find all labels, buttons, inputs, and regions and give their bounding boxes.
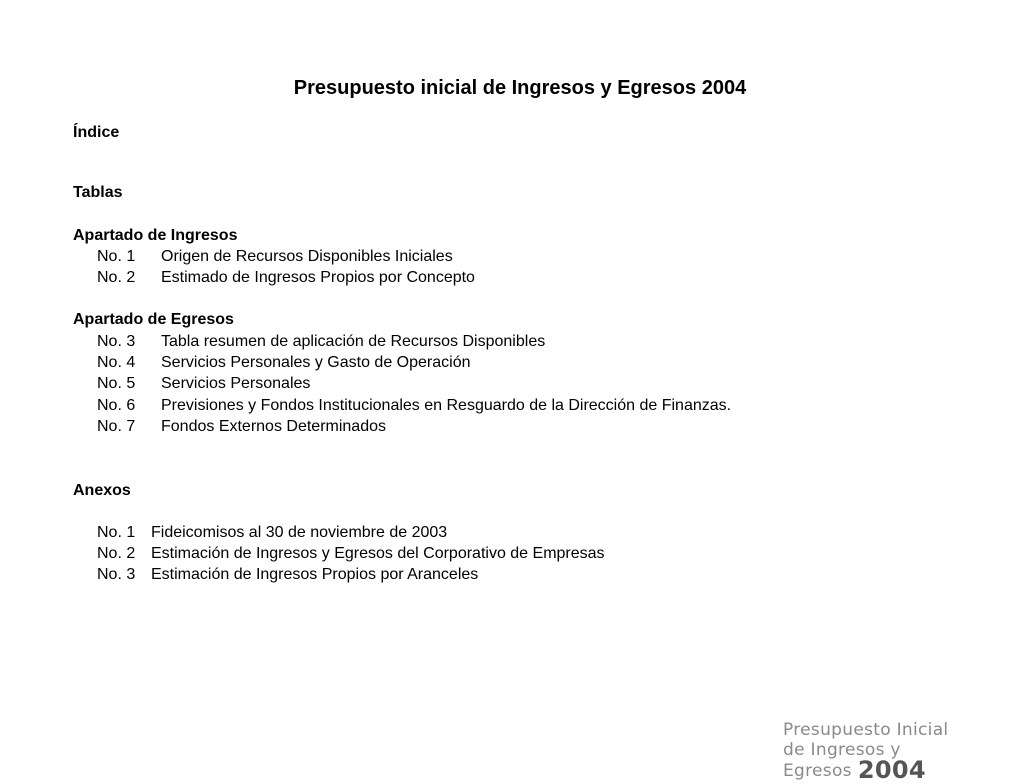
page-title: Presupuesto inicial de Ingresos y Egresos 2004 <box>293 77 747 99</box>
income-section-heading: Apartado de Ingresos <box>73 227 238 244</box>
footer-line-2-text: de Ingresos y Egresos <box>783 740 901 781</box>
tables-heading: Tablas <box>73 184 123 201</box>
footer-logo <box>783 720 1024 784</box>
item-number: No. 6 <box>97 397 136 414</box>
item-text: Origen de Recursos Disponibles Iniciales <box>161 248 453 265</box>
list-item <box>97 331 545 353</box>
item-text: Servicios Personales y Gasto de Operación <box>161 354 471 371</box>
item-number: No. 7 <box>97 418 136 435</box>
list-item <box>97 416 386 438</box>
list-item <box>97 373 310 395</box>
list-item <box>97 522 447 544</box>
expense-section-heading: Apartado de Egresos <box>73 311 234 328</box>
item-text: Fideicomisos al 30 de noviembre de 2003 <box>151 524 448 541</box>
item-number: No. 2 <box>97 269 136 286</box>
item-number: No. 2 <box>97 545 136 562</box>
item-number: No. 5 <box>97 375 136 392</box>
list-item <box>97 564 478 586</box>
footer-line-2 <box>783 740 1024 784</box>
item-text: Estimado de Ingresos Propios por Concepto <box>161 269 475 286</box>
list-item <box>97 352 470 374</box>
list-item <box>97 246 453 268</box>
item-number: No. 3 <box>97 566 136 583</box>
footer-year: 2004 <box>857 756 926 784</box>
item-number: No. 4 <box>97 354 136 371</box>
item-text: Estimación de Ingresos y Egresos del Corporativo de Empresas <box>151 545 605 562</box>
footer-line-1: Presupuesto Inicial <box>783 720 949 740</box>
item-number: No. 1 <box>97 524 136 541</box>
list-item <box>97 395 731 417</box>
item-text: Fondos Externos Determinados <box>161 418 386 435</box>
item-text: Estimación de Ingresos Propios por Aranceles <box>151 566 479 583</box>
list-item <box>97 267 475 289</box>
item-number: No. 3 <box>97 333 136 350</box>
item-number: No. 1 <box>97 248 136 265</box>
item-text: Servicios Personales <box>161 375 311 392</box>
annex-section-heading: Anexos <box>73 482 131 499</box>
item-text: Tabla resumen de aplicación de Recursos Disponibles <box>161 333 546 350</box>
index-heading: Índice <box>73 124 120 141</box>
item-text: Previsiones y Fondos Institucionales en Resguardo de la Dirección de Finanzas. <box>161 397 732 414</box>
list-item <box>97 543 605 565</box>
